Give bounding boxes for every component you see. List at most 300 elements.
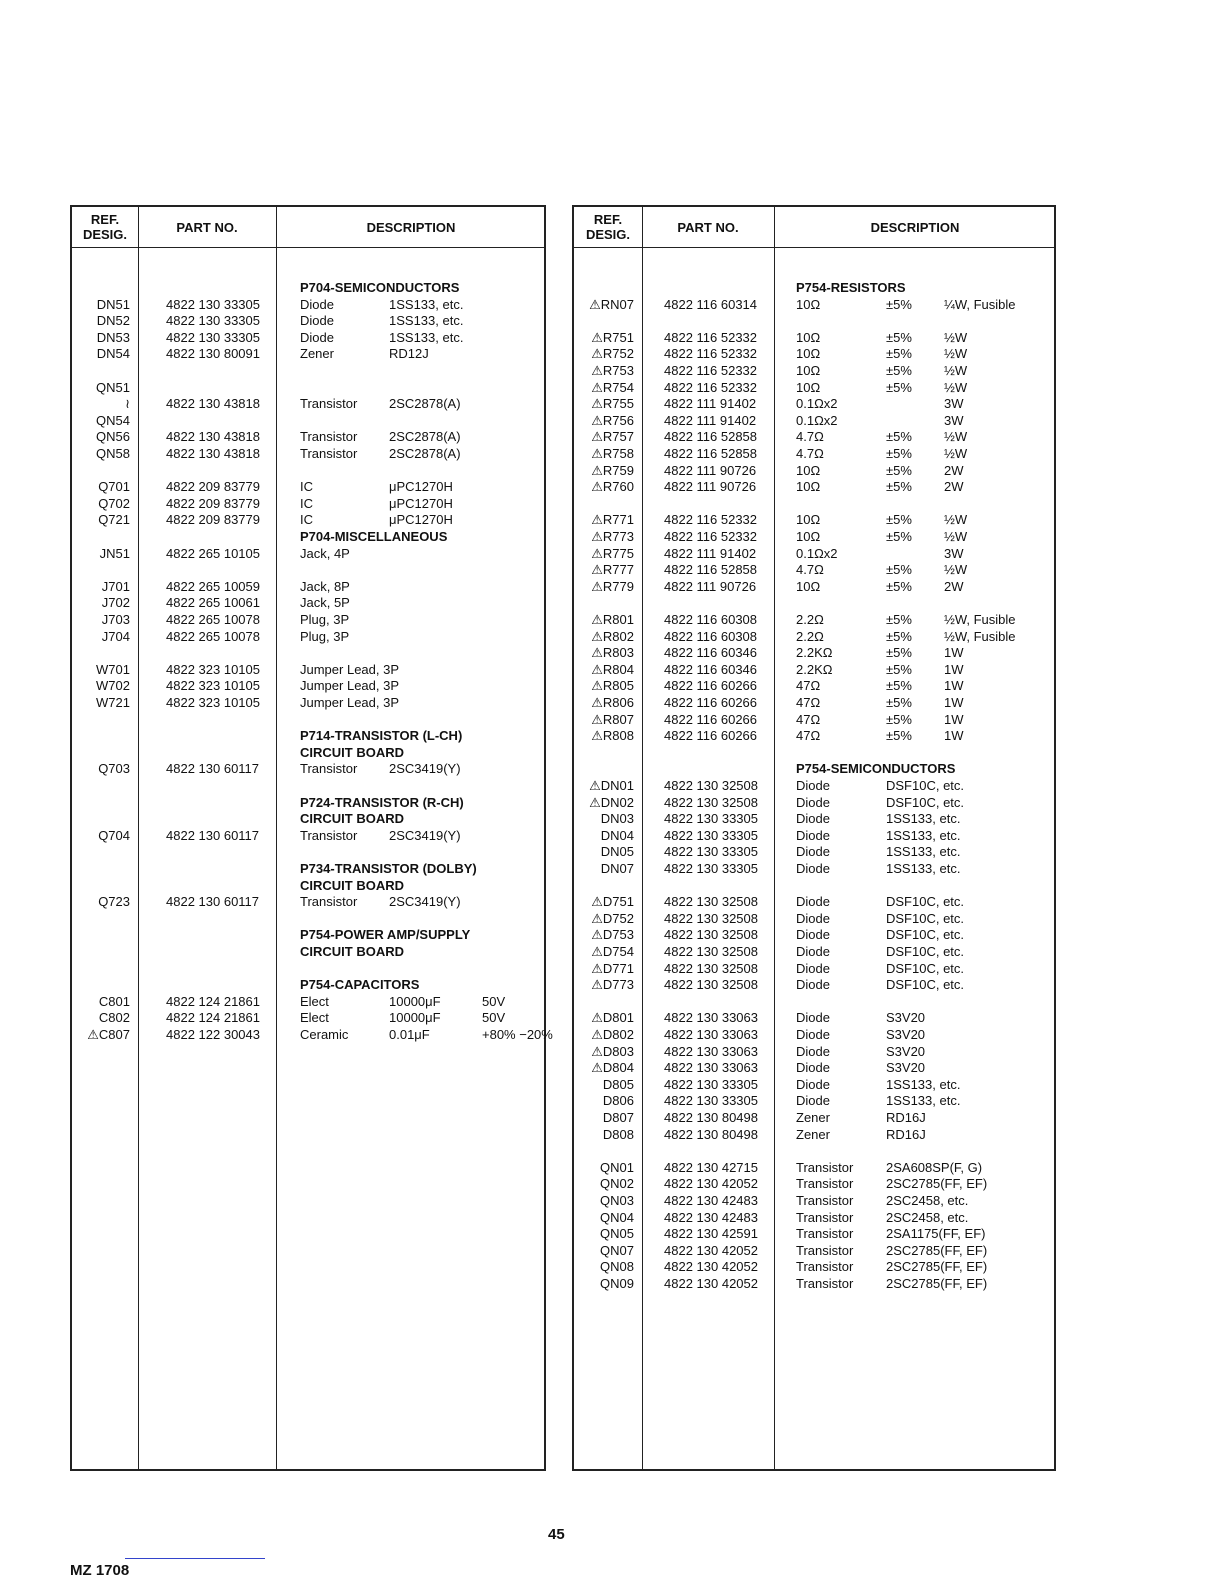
table-row	[574, 694, 1054, 711]
table-row	[574, 1043, 1054, 1060]
ref-desig: D807	[602, 1110, 634, 1125]
part-number: 4822 130 33063	[664, 1010, 758, 1026]
description-rating: ½W, Fusible	[944, 628, 1016, 644]
description-rating: 50V	[482, 993, 506, 1009]
description-value: ±5%	[886, 711, 912, 727]
description-type: Jack, 8P	[300, 578, 350, 594]
description-type: Plug, 3P	[300, 612, 350, 627]
description-value: 1SS133, etc.	[886, 1076, 961, 1092]
description-type: 47Ω	[796, 711, 821, 727]
table-row	[72, 545, 544, 562]
table-row	[72, 910, 544, 927]
part-number: 4822 130 43818	[166, 429, 260, 445]
part-number: 4822 130 42483	[664, 1209, 758, 1225]
description-value: RD16J	[886, 1126, 926, 1142]
description-type: Diode	[796, 861, 830, 876]
description-type: Transistor	[796, 1226, 854, 1242]
section-heading-row	[72, 926, 544, 943]
description-type: Diode	[796, 910, 830, 926]
table-row	[72, 760, 544, 777]
description-type: Transistor	[796, 1193, 854, 1208]
description-value: DSF10C, etc.	[886, 894, 965, 910]
ref-desig: ⚠R806	[591, 695, 634, 710]
description-value: 2SC2878(A)	[389, 396, 461, 412]
description-rating: 50V	[482, 1010, 506, 1026]
description-type: Diode	[796, 1060, 830, 1076]
table-row	[72, 362, 544, 379]
table-row	[574, 1126, 1054, 1143]
description-rating: 1W	[944, 711, 964, 727]
part-number: 4822 265 10059	[166, 578, 260, 594]
section-heading-row	[72, 727, 544, 744]
description-value: ±5%	[886, 462, 912, 478]
table-row	[574, 727, 1054, 744]
table-row	[72, 296, 544, 313]
description-value: 2SC2785(FF, EF)	[886, 1176, 988, 1192]
table-row	[72, 329, 544, 346]
part-number: 4822 111 91402	[664, 545, 757, 561]
description-type: Transistor	[796, 1176, 854, 1192]
table-row	[72, 644, 544, 661]
description-value: S3V20	[886, 1027, 926, 1042]
description-value: RD12J	[389, 346, 429, 362]
ref-desig: ⚠R751	[591, 329, 634, 345]
description-value: 2SC2785(FF, EF)	[886, 1242, 988, 1258]
description-value: 2SC2785(FF, EF)	[886, 1259, 988, 1275]
description-type: Jumper Lead, 3P	[300, 678, 400, 694]
ref-desig: Q723	[98, 894, 130, 910]
description-value: DSF10C, etc.	[886, 910, 965, 926]
ref-desig: ⚠R754	[591, 379, 634, 395]
description-value: μPC1270H	[389, 512, 453, 528]
ref-desig: W721	[96, 695, 130, 710]
description-type: Diode	[796, 1027, 830, 1042]
description-type: Ceramic	[300, 1027, 349, 1042]
part-number: 4822 209 83779	[166, 479, 260, 495]
description-type: Diode	[796, 794, 830, 810]
table-row	[574, 428, 1054, 445]
table-row	[72, 594, 544, 611]
ref-desig: J701	[101, 578, 130, 594]
table-row	[574, 943, 1054, 960]
table-row	[574, 345, 1054, 362]
description-value: ±5%	[886, 512, 912, 528]
description-rating: ½W	[944, 429, 968, 445]
description-type: 0.1Ωx2	[796, 412, 838, 428]
ref-desig: QN54	[96, 412, 130, 428]
ref-desig: ⚠D771	[591, 960, 634, 976]
ref-desig: QN05	[600, 1226, 634, 1242]
description-type: Diode	[300, 296, 334, 312]
ref-desig: Q701	[98, 479, 130, 495]
part-no-header: PART NO.	[176, 219, 238, 235]
description-type: Transistor	[796, 1276, 854, 1291]
section-heading-row	[72, 877, 544, 894]
part-number: 4822 111 91402	[664, 412, 757, 428]
table-row	[72, 478, 544, 495]
description-type: Zener	[796, 1110, 830, 1125]
page-number: 45	[548, 1526, 565, 1543]
ref-desig: ⚠R804	[591, 661, 634, 677]
section-heading-row	[72, 976, 544, 993]
description-value: 2SC3419(Y)	[389, 761, 461, 777]
part-number: 4822 116 60266	[664, 711, 758, 727]
section-heading-row	[574, 279, 1054, 296]
ref-desig-header: REF. DESIG.	[585, 212, 631, 242]
ref-desig: DN51	[96, 296, 130, 312]
description-type: Diode	[796, 1076, 830, 1092]
description-value: 2SC3419(Y)	[389, 894, 461, 910]
part-number: 4822 124 21861	[166, 1010, 260, 1026]
part-number: 4822 116 60308	[664, 628, 758, 644]
header-divider	[574, 247, 1054, 248]
description-value: ±5%	[886, 363, 912, 378]
description-type: Zener	[300, 346, 334, 362]
part-number: 4822 116 52332	[664, 379, 758, 395]
part-number: 4822 130 33305	[166, 313, 260, 329]
section-heading-row	[72, 810, 544, 827]
description-value: 10000μF	[389, 1010, 441, 1026]
description-value: DSF10C, etc.	[886, 977, 965, 993]
ref-desig: QN09	[600, 1276, 634, 1291]
table-row	[574, 1258, 1054, 1275]
table-row	[574, 860, 1054, 877]
description-value: DSF10C, etc.	[886, 960, 965, 976]
description-value: 1SS133, etc.	[886, 827, 961, 843]
description-type: 4.7Ω	[796, 446, 824, 461]
part-number: 4822 130 43818	[166, 396, 260, 412]
description-type: Diode	[796, 1093, 830, 1109]
table-row	[72, 462, 544, 479]
table-row	[72, 511, 544, 528]
description-value: 1SS133, etc.	[389, 329, 464, 345]
table-row	[574, 777, 1054, 794]
ref-desig: QN01	[600, 1159, 634, 1175]
ref-desig: ⚠R758	[591, 446, 634, 461]
ref-desig: DN54	[96, 346, 130, 362]
ref-desig: DN52	[96, 313, 130, 329]
description-rating: ½W	[944, 329, 968, 345]
ref-desig: J703	[101, 612, 130, 627]
description-value: DSF10C, etc.	[886, 927, 965, 943]
description-value: 1SS133, etc.	[886, 861, 961, 876]
part-number: 4822 130 33305	[664, 811, 758, 827]
part-number: 4822 209 83779	[166, 512, 260, 528]
description-type: Transistor	[796, 1209, 854, 1225]
footer-rule	[125, 1558, 265, 1559]
table-row	[574, 976, 1054, 993]
section-title: P704-MISCELLANEOUS	[300, 529, 448, 544]
part-number: 4822 130 60117	[166, 894, 260, 910]
description-value: ±5%	[886, 479, 912, 495]
description-value: μPC1270H	[389, 495, 453, 511]
description-type: 10Ω	[796, 346, 821, 362]
section-title: P704-SEMICONDUCTORS	[300, 280, 460, 295]
ref-desig: QN51	[96, 379, 130, 395]
part-number: 4822 116 52332	[664, 529, 758, 544]
description-value: ±5%	[886, 296, 912, 312]
description-type: 2.2KΩ	[796, 661, 833, 677]
description-rating: 3W	[944, 412, 964, 428]
description-type: 47Ω	[796, 695, 821, 710]
section-heading-row	[574, 760, 1054, 777]
description-type: Transistor	[300, 429, 358, 445]
ref-desig: ⚠R805	[591, 678, 634, 694]
table-row	[574, 1209, 1054, 1226]
description-value: S3V20	[886, 1010, 926, 1026]
left-parts-table	[70, 205, 553, 1471]
description-type: 10Ω	[796, 512, 821, 528]
table-row	[574, 594, 1054, 611]
description-rating: 1W	[944, 678, 964, 694]
table-row	[72, 379, 544, 396]
table-row	[72, 561, 544, 578]
description-type: 10Ω	[796, 578, 821, 594]
description-rating: ½W	[944, 346, 968, 362]
description-type: Diode	[796, 977, 830, 993]
part-number: 4822 323 10105	[166, 661, 260, 677]
table-row	[574, 545, 1054, 562]
section-heading-row	[72, 943, 544, 960]
table-row	[72, 611, 544, 628]
ref-desig: Q721	[98, 512, 130, 528]
ref-desig: ⚠D802	[591, 1027, 634, 1042]
table-row	[574, 1142, 1054, 1159]
ref-desig: W701	[96, 661, 130, 677]
ref-desig: ⚠R753	[591, 363, 634, 378]
description-rating: ½W	[944, 446, 968, 461]
description-type: Plug, 3P	[300, 628, 350, 644]
table-row	[72, 960, 544, 977]
ref-desig: ⚠R801	[591, 612, 634, 627]
description-value: 2SC2878(A)	[389, 446, 461, 461]
table-row	[72, 711, 544, 728]
table-row	[574, 1092, 1054, 1109]
table-row	[574, 960, 1054, 977]
part-number: 4822 130 33063	[664, 1060, 758, 1076]
ref-desig: ⚠R803	[591, 645, 634, 661]
part-number: 4822 323 10105	[166, 695, 260, 710]
ref-desig: QN08	[600, 1259, 634, 1275]
description-value: 1SS133, etc.	[389, 296, 464, 312]
part-number: 4822 116 52332	[664, 512, 758, 528]
description-type: 0.1Ωx2	[796, 545, 838, 561]
description-rating: ½W	[944, 562, 968, 578]
part-number: 4822 116 60314	[664, 296, 758, 312]
section-heading-row	[72, 279, 544, 296]
ref-desig: C802	[98, 1010, 130, 1026]
table-row	[574, 445, 1054, 462]
ref-desig: ≀	[125, 396, 130, 412]
description-rating: 2W	[944, 479, 964, 495]
table-row	[72, 395, 544, 412]
table-row	[72, 893, 544, 910]
description-type: 10Ω	[796, 329, 821, 345]
part-number: 4822 130 33305	[166, 329, 260, 345]
table-row	[72, 445, 544, 462]
part-number: 4822 116 60266	[664, 678, 758, 694]
part-number: 4822 265 10105	[166, 545, 260, 561]
description-rating: ½W	[944, 512, 968, 528]
description-rating: ½W	[944, 363, 968, 378]
table-row	[574, 1242, 1054, 1259]
ref-desig: J702	[101, 595, 130, 611]
section-title: P754-CAPACITORS	[300, 977, 420, 993]
ref-desig: J704	[101, 628, 130, 644]
ref-desig: Q703	[98, 761, 130, 777]
ref-desig: DN04	[600, 827, 634, 843]
description-value: ±5%	[886, 678, 912, 694]
ref-desig: W702	[96, 678, 130, 694]
description-value: S3V20	[886, 1060, 926, 1076]
description-rating: ½W	[944, 379, 968, 395]
part-no-header: PART NO.	[677, 219, 739, 235]
description-header: DESCRIPTION	[366, 219, 456, 235]
part-number: 4822 130 33305	[664, 861, 758, 876]
header-divider	[72, 247, 544, 248]
description-type: Elect	[300, 1010, 329, 1026]
table-row	[574, 528, 1054, 545]
table-row	[574, 1109, 1054, 1126]
part-number: 4822 111 91402	[664, 396, 757, 412]
description-value: ±5%	[886, 612, 912, 627]
ref-desig: C801	[98, 993, 130, 1009]
description-type: Elect	[300, 993, 329, 1009]
description-type: Diode	[796, 844, 830, 860]
table-row	[574, 395, 1054, 412]
ref-desig: ⚠D754	[591, 944, 634, 959]
description-type: Transistor	[300, 396, 358, 412]
right-parts-table	[572, 205, 1056, 1471]
description-type: 10Ω	[796, 479, 821, 495]
table-row	[72, 1009, 544, 1026]
part-number: 4822 116 52858	[664, 446, 758, 461]
table-row	[574, 810, 1054, 827]
table-row	[574, 644, 1054, 661]
table-row	[574, 993, 1054, 1010]
section-title: P754-RESISTORS	[796, 280, 906, 295]
description-type: Jumper Lead, 3P	[300, 695, 400, 710]
part-number: 4822 265 10078	[166, 628, 260, 644]
part-number: 4822 116 60346	[664, 661, 758, 677]
table-row	[72, 578, 544, 595]
description-header: DESCRIPTION	[870, 219, 960, 235]
ref-desig: D808	[602, 1126, 634, 1142]
section-title: P734-TRANSISTOR (DOLBY)	[300, 861, 477, 876]
description-type: Transistor	[796, 1242, 854, 1258]
ref-desig: ⚠R756	[591, 412, 634, 428]
model-number: MZ 1708	[70, 1562, 130, 1579]
section-title: P754-POWER AMP/SUPPLY	[300, 927, 471, 943]
description-type: Transistor	[300, 827, 358, 843]
part-number: 4822 265 10078	[166, 612, 260, 627]
description-type: 0.1Ωx2	[796, 396, 838, 412]
part-number: 4822 130 33305	[664, 1093, 758, 1109]
part-number: 4822 130 33305	[166, 296, 260, 312]
description-value: ±5%	[886, 346, 912, 362]
description-value: ±5%	[886, 529, 912, 544]
table-row	[574, 926, 1054, 943]
ref-desig: DN05	[600, 844, 634, 860]
ref-desig: QN03	[600, 1193, 634, 1208]
table-row	[72, 827, 544, 844]
table-row	[72, 412, 544, 429]
ref-desig: ⚠R802	[591, 628, 634, 644]
ref-desig: ⚠RN07	[589, 296, 634, 312]
description-type: Diode	[796, 778, 830, 793]
ref-desig: QN56	[96, 429, 130, 445]
description-value: ±5%	[886, 645, 912, 661]
part-number: 4822 265 10061	[166, 595, 260, 611]
description-type: 2.2Ω	[796, 612, 824, 627]
description-type: Jack, 5P	[300, 595, 350, 611]
part-number: 4822 130 42052	[664, 1176, 758, 1192]
table-row	[72, 677, 544, 694]
part-number: 4822 130 33063	[664, 1043, 758, 1059]
table-row	[574, 661, 1054, 678]
table-row	[574, 794, 1054, 811]
description-value: 2SC2878(A)	[389, 429, 461, 445]
description-type: IC	[300, 495, 313, 511]
description-value: ±5%	[886, 728, 912, 744]
description-rating: 1W	[944, 661, 964, 677]
part-number: 4822 209 83779	[166, 495, 260, 511]
section-title: P724-TRANSISTOR (R-CH)	[300, 794, 464, 810]
ref-desig: D806	[602, 1093, 634, 1109]
section-heading-row	[72, 794, 544, 811]
part-number: 4822 130 32508	[664, 794, 758, 810]
table-row	[574, 893, 1054, 910]
part-number: 4822 130 33305	[664, 1076, 758, 1092]
part-number: 4822 130 42483	[664, 1193, 758, 1208]
table-row	[72, 694, 544, 711]
section-title: CIRCUIT BOARD	[300, 944, 404, 959]
ref-desig: ⚠D753	[591, 927, 634, 943]
part-number: 4822 130 32508	[664, 778, 758, 793]
ref-desig: ⚠R757	[591, 429, 634, 445]
part-number: 4822 130 42052	[664, 1276, 758, 1291]
table-row	[574, 711, 1054, 728]
part-number: 4822 130 32508	[664, 927, 758, 943]
table-row	[574, 877, 1054, 894]
ref-desig: ⚠R773	[591, 529, 634, 544]
table-row	[574, 1159, 1054, 1176]
part-number: 4822 130 43818	[166, 446, 260, 461]
section-title: P754-SEMICONDUCTORS	[796, 761, 956, 777]
description-value: DSF10C, etc.	[886, 944, 965, 959]
table-row	[72, 777, 544, 794]
description-type: Diode	[796, 894, 830, 910]
table-row	[574, 379, 1054, 396]
part-number: 4822 116 60266	[664, 728, 758, 744]
ref-desig: Q702	[98, 495, 130, 511]
table-row	[72, 495, 544, 512]
description-rating: 2W	[944, 578, 964, 594]
part-number: 4822 130 33305	[664, 844, 758, 860]
part-number: 4822 130 60117	[166, 827, 260, 843]
section-heading-row	[72, 860, 544, 877]
description-value: ±5%	[886, 661, 912, 677]
description-value: μPC1270H	[389, 479, 453, 495]
part-number: 4822 116 52332	[664, 363, 758, 378]
table-row	[574, 611, 1054, 628]
ref-desig: QN07	[600, 1242, 634, 1258]
description-type: 4.7Ω	[796, 429, 824, 445]
description-value: 2SA608SP(F, G)	[886, 1159, 983, 1175]
part-number: 4822 130 32508	[664, 977, 758, 993]
part-number: 4822 116 52332	[664, 329, 758, 345]
table-row	[574, 628, 1054, 645]
